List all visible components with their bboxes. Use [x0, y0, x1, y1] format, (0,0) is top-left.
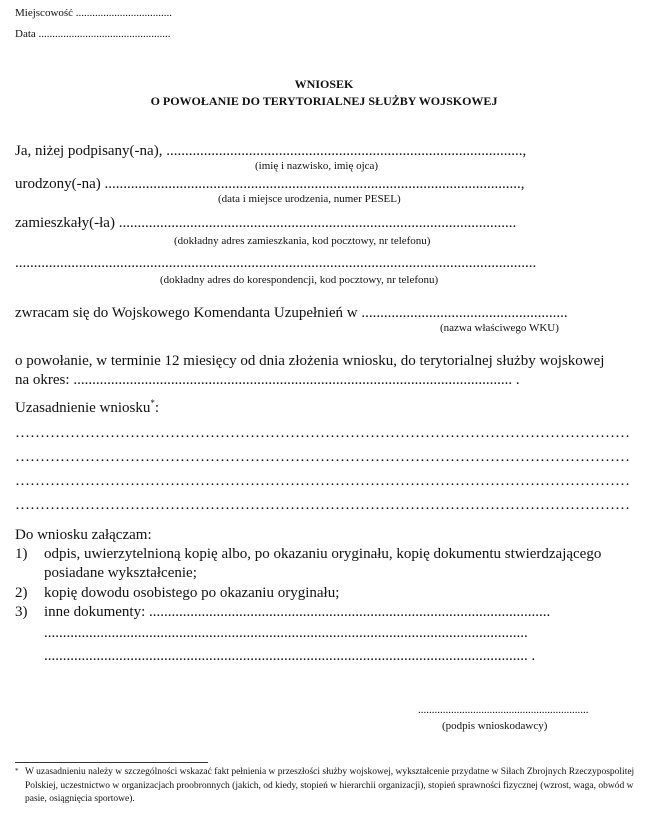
- signature-label: (podpis wnioskodawcy): [442, 720, 548, 732]
- footnote-mark: *: [15, 767, 19, 775]
- place-field[interactable]: Miejscowość ...................................: [15, 7, 173, 19]
- document-subtitle: O POWOŁANIE DO TERYTORIALNEJ SŁUŻBY WOJSKOWEJ: [150, 94, 498, 108]
- wku-field[interactable]: zwracam się do Wojskowego Komendanta Uzupełnień w .......................................................: [15, 305, 568, 321]
- date-field[interactable]: Data ................................................: [15, 28, 171, 40]
- attachment-number: 2): [15, 585, 28, 601]
- footnote-marker: *: [150, 398, 155, 408]
- birth-caption: (data i miejsce urodzenia, numer PESEL): [218, 193, 401, 205]
- correspondence-field[interactable]: ...........................................................................................................................................: [15, 255, 537, 271]
- justification-line[interactable]: ……………………………………………………………………………………………………………: [15, 425, 630, 441]
- attachment-item-education-cont: posiadane wykształcenie;: [44, 565, 197, 581]
- justification-line[interactable]: ……………………………………………………………………………………………………………: [15, 473, 630, 489]
- attachment-item-other[interactable]: inne dokumenty: ...........................................................................................................: [44, 604, 551, 620]
- attachment-item-education: odpis, uwierzytelnioną kopię albo, po okazaniu oryginału, kopię dokumentu stwierdzającego: [44, 546, 602, 562]
- wku-caption: (nazwa właściwego WKU): [440, 322, 559, 334]
- name-field[interactable]: Ja, niżej podpisany(-na), ...............................................................................................,: [15, 143, 527, 159]
- request-text: o powołanie, w terminie 12 miesięcy od dnia złożenia wniosku, do terytorialnej służby wojskowej: [15, 353, 605, 369]
- attachment-extra-line[interactable]: ................................................................................................................................. .: [44, 648, 536, 664]
- footnote-text: W uzasadnieniu należy w szczególności wskazać fakt pełnienia w przeszłości służby wojskowej, wykształcenie przydatne w Siłach Zbrojnych Rzeczypospolitej Polskiej, uczestnictwo w organizacjach proobronnych (jakich, od kiedy, stopień w hierarchii organizacji), stopień sprawności fizycznej (wzrost, waga, obwód w pasie, osiągnięcia sportowe).: [25, 767, 635, 804]
- attachment-item-id: kopię dowodu osobistego po okazaniu oryginału;: [44, 585, 340, 601]
- footnote-separator: [15, 762, 208, 763]
- name-caption: (imię i nazwisko, imię ojca): [255, 160, 379, 172]
- justification-label: Uzasadnienie wniosku*:: [15, 398, 160, 416]
- address-field[interactable]: zamieszkały(-ła) ..........................................................................................................: [15, 215, 517, 231]
- attachment-number: 1): [15, 546, 28, 562]
- attachments-heading: Do wniosku załączam:: [15, 527, 152, 543]
- document-title: WNIOSEK: [294, 77, 354, 91]
- correspondence-caption: (dokładny adres do korespondencji, kod pocztowy, nr telefonu): [160, 274, 439, 286]
- footnote: [15, 766, 640, 807]
- address-caption: (dokładny adres zamieszkania, kod pocztowy, nr telefonu): [174, 235, 431, 247]
- signature-line[interactable]: ..............................................................: [418, 704, 589, 716]
- justification-line[interactable]: ……………………………………………………………………………………………………………: [15, 497, 630, 513]
- justification-line[interactable]: ……………………………………………………………………………………………………………: [15, 449, 630, 465]
- attachment-number: 3): [15, 604, 28, 620]
- period-field[interactable]: na okres: ..................................................................................................................... .: [15, 372, 520, 388]
- birth-field[interactable]: urodzony(-na) ...............................................................................................................,: [15, 176, 525, 192]
- attachment-extra-line[interactable]: .................................................................................................................................: [44, 625, 528, 641]
